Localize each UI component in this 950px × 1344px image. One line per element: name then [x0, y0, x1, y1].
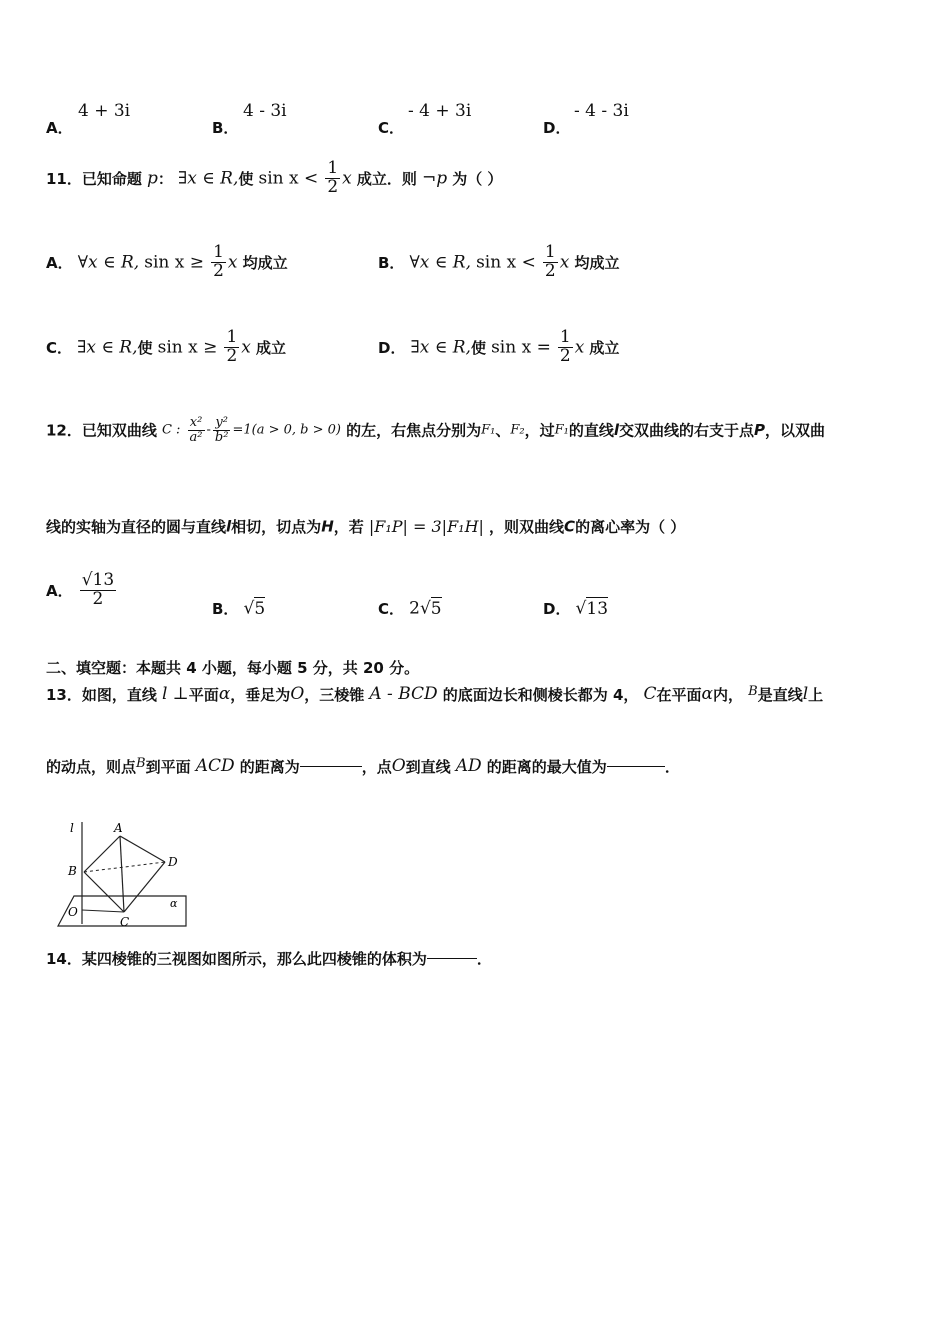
q11-stem: [46, 160, 502, 197]
q12-option-b: [212, 598, 265, 619]
q11-p: p: [146, 168, 158, 189]
q11-option-a-label: A．: [46, 253, 73, 272]
q11-exists: ∃x ∈ R,: [177, 168, 239, 189]
q13-o: O: [290, 684, 305, 704]
q12-option-b-label: B．: [212, 600, 239, 618]
q12-option-c-root: 2√5: [409, 598, 442, 619]
q14-end: ．: [476, 950, 492, 968]
q11-option-d-shi: 使: [470, 338, 486, 357]
q12-line2-a: 线的实轴为直径的圆与直线: [46, 518, 227, 536]
q11-sin-lt: sin x <: [258, 168, 319, 189]
q12-stem-line1: [46, 416, 825, 444]
q11-option-b-fraction: $\frac{1}{2}$: [544, 242, 556, 281]
q13-line2-e: 到直线: [405, 758, 451, 776]
q11-option-b: [378, 244, 619, 281]
q13-b-2: B: [136, 756, 146, 771]
q12-c: C: [564, 517, 576, 536]
q13-text-i: 上: [808, 686, 824, 704]
q12-l: l: [613, 421, 619, 440]
q11-option-a-x: x: [227, 252, 238, 273]
q11-option-c-quantifier: ∃x ∈ R,: [77, 337, 138, 358]
edge-bd-hidden: [84, 862, 165, 872]
q12-equation: =1(a > 0, b > 0): [232, 422, 341, 438]
q12-line2-c: ，若: [333, 518, 364, 536]
q11-option-a: [46, 244, 288, 281]
q13-text-h: 是直线: [757, 686, 803, 704]
q12-h: H: [321, 517, 334, 536]
q13-l-perp: l ⊥: [161, 684, 189, 704]
q12-f2: F₂: [510, 422, 525, 438]
q11-tail2: 为（ ）: [452, 169, 503, 188]
q12-text-2: ，过: [524, 421, 555, 440]
q12-option-c: [378, 598, 442, 619]
q13-c: C: [643, 684, 657, 704]
q12-option-d-label: D．: [543, 600, 571, 618]
q10-option-d-math: - 4 - 3i: [574, 101, 629, 121]
q11-number: 11．已知命题: [46, 169, 142, 188]
label-b: B: [68, 864, 77, 878]
q12-line2-b: 相切，切点为: [231, 518, 322, 536]
q12-dun: 、: [495, 421, 511, 440]
q11-option-c-label: C．: [46, 338, 73, 357]
q11-option-a-quantifier: ∀x ∈ R,: [77, 252, 140, 273]
label-l: l: [70, 821, 74, 835]
q13-ad: AD: [455, 756, 482, 776]
label-c: C: [120, 915, 130, 929]
label-alpha: α: [170, 897, 178, 910]
q13-figure: [46, 816, 196, 931]
q10-option-b-label: B．: [212, 119, 239, 137]
edge-bc: [84, 872, 124, 912]
q11-option-d-suffix: 成立: [589, 338, 620, 357]
q12-option-d-root: √13: [575, 598, 609, 619]
q11-tail1: 成立．则: [356, 169, 417, 188]
q11-option-a-relation: sin x ≥: [144, 252, 204, 273]
q10-option-c-math: - 4 + 3i: [408, 101, 472, 121]
q14-stem: [46, 948, 492, 969]
q11-option-b-quantifier: ∀x ∈ R,: [409, 252, 471, 273]
q11-option-b-x: x: [559, 252, 570, 273]
q13-b: B: [748, 684, 758, 699]
q11-neg-p: ¬p: [421, 168, 448, 189]
label-o: O: [68, 905, 78, 919]
q12-f1: F₁: [481, 422, 496, 438]
q11-option-b-relation: sin x <: [476, 252, 536, 273]
q12-stem-line2: [46, 516, 685, 537]
q12-option-b-root: √5: [243, 598, 266, 619]
q11-option-b-suffix: 均成立: [574, 253, 620, 272]
q14-answer-blank[interactable]: [427, 958, 477, 959]
q13-alpha: α: [218, 684, 231, 704]
q13-o-2: O: [391, 756, 406, 776]
q13-line2-d: ，点: [361, 758, 392, 776]
q13-l: l: [802, 684, 809, 704]
edge-ac: [120, 836, 124, 912]
q11-half-fraction: $\frac{1}{2}$: [327, 158, 339, 197]
q11-option-a-fraction: $\frac{1}{2}$: [213, 242, 224, 281]
q13-answer-blank-1[interactable]: [300, 766, 362, 767]
q14-text: 14．某四棱锥的三视图如图所示，那么此四棱锥的体积为: [46, 950, 427, 968]
q13-text-c: ，垂足为: [230, 686, 291, 704]
q11-option-c-suffix: 成立: [255, 338, 286, 357]
q12-option-a-fraction: $\frac{√13}{2}$: [81, 570, 115, 609]
q12-text-4: 交双曲线的右支于点: [618, 421, 754, 440]
q11-option-d-relation: sin x =: [491, 337, 551, 358]
q12-condition: |F₁P| = 3|F₁H|: [368, 517, 484, 536]
q11-shi: 使: [238, 169, 254, 188]
label-d: D: [168, 855, 178, 869]
q12-text-1: 的左，右焦点分别为: [346, 421, 482, 440]
q13-line2-b: 到平面: [145, 758, 191, 776]
segment-oc: [82, 910, 124, 912]
q11-option-d-x: x: [574, 337, 585, 358]
label-a: A: [114, 821, 123, 835]
q13-line2-a: 的动点，则点: [46, 758, 137, 776]
q12-y-fraction: $\frac{\text{y²}}{\text{b²}}$: [214, 415, 229, 445]
q12-c-label: C :: [161, 422, 181, 438]
q13-tetrahedron: A - BCD: [369, 684, 438, 704]
q13-line2-c: 的距离为: [239, 758, 300, 776]
q10-option-c-label: C．: [378, 119, 405, 137]
q11-option-c: [46, 329, 286, 366]
q11-option-d-fraction: $\frac{1}{2}$: [559, 327, 571, 366]
q12-text-5: ，以双曲: [765, 421, 826, 440]
q10-option-d-label: D．: [543, 119, 571, 137]
edge-cd: [124, 862, 165, 912]
q12-option-a-label: A．: [46, 581, 73, 600]
q13-text-e: 的底面边长和侧棱长都为 4，: [442, 686, 639, 704]
q12-x-fraction: $\frac{\text{x²}}{\text{a²}}$: [189, 415, 203, 445]
q12-line2-e: 的离心率为（ ）: [575, 518, 686, 536]
q11-option-c-relation: sin x ≥: [157, 337, 218, 358]
q12-text-3: 的直线: [568, 421, 614, 440]
q10-option-a-math: 4 + 3i: [78, 101, 131, 121]
q13-text-b: 平面: [188, 686, 219, 704]
q12-l-2: l: [226, 517, 232, 536]
q11-option-c-fraction: $\frac{1}{2}$: [226, 327, 238, 366]
q11-option-c-x: x: [241, 337, 251, 358]
q13-text-f: 在平面: [656, 686, 702, 704]
q13-alpha-2: α: [701, 684, 714, 704]
edge-ad: [120, 836, 165, 862]
q11-option-b-label: B．: [378, 253, 405, 272]
q11-x: x: [342, 168, 352, 189]
q12-p: P: [754, 421, 765, 440]
q11-option-d-quantifier: ∃x ∈ R,: [410, 337, 471, 358]
q12-option-c-label: C．: [378, 600, 405, 618]
q10-option-b-math: 4 - 3i: [243, 101, 287, 121]
q13-answer-blank-2[interactable]: [607, 766, 665, 767]
edge-ba: [84, 836, 120, 872]
q13-text-g: 内，: [713, 686, 744, 704]
q11-option-d: [378, 329, 619, 366]
q13-acd: ACD: [195, 756, 235, 776]
q13-stem-line1: [46, 684, 823, 705]
q13-end: ．: [664, 758, 680, 776]
q10-option-a-label: A．: [46, 119, 73, 137]
q13-text-d: ，三棱锥: [304, 686, 365, 704]
q12-minus: -: [206, 422, 211, 438]
q13-stem-line2: [46, 756, 680, 777]
q11-option-c-shi: 使: [137, 338, 153, 357]
q11-option-d-label: D．: [378, 338, 406, 357]
q12-option-d: [543, 598, 608, 619]
q11-option-a-suffix: 均成立: [242, 253, 288, 272]
q11-colon: ：: [157, 169, 173, 188]
q12-option-a: [46, 572, 118, 609]
q12-f1-b: F₁: [554, 422, 569, 438]
q13-text-a: 13．如图，直线: [46, 686, 157, 704]
q12-number: 12．已知双曲线: [46, 421, 157, 440]
section-2-header: 二、填空题：本题共 4 小题，每小题 5 分，共 20 分。: [46, 659, 420, 677]
q13-line2-f: 的距离的最大值为: [486, 758, 607, 776]
q12-line2-d: ，则双曲线: [489, 518, 565, 536]
